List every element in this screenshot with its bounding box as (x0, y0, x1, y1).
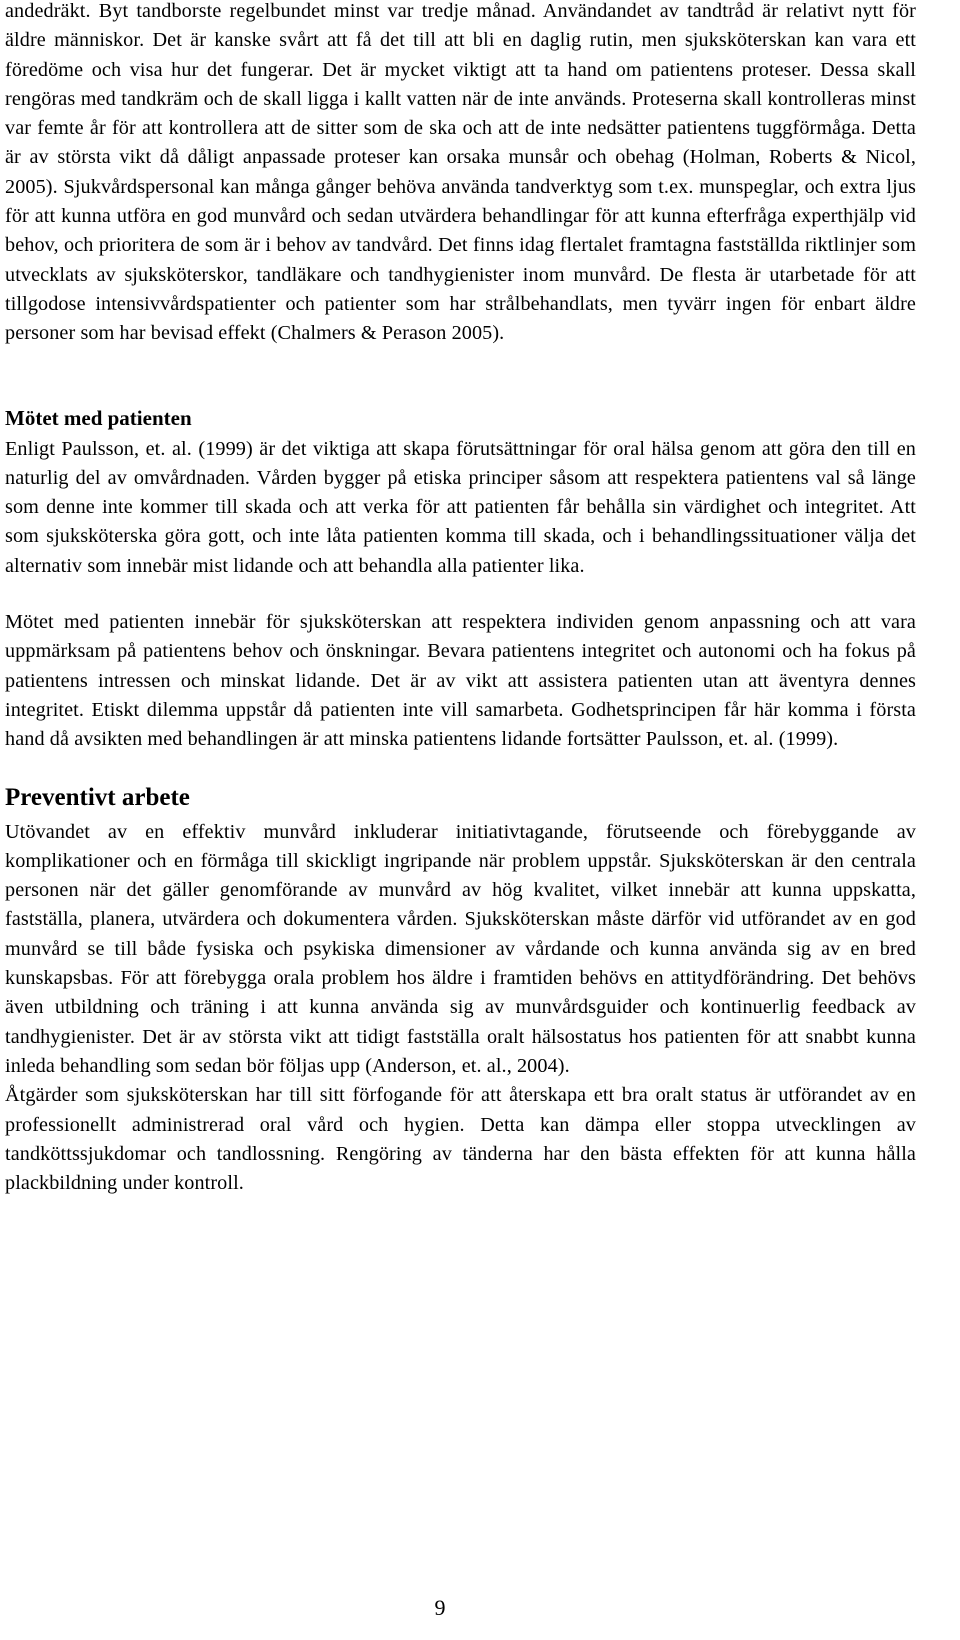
paragraph-munvard: andedräkt. Byt tandborste regelbundet minst var tredje månad. Användandet av tandtråd är relativt nytt för äldre människor. Det är kanske svårt att få det till att bli en daglig rutin, men sjuksköterskan kan vara ett föredöme och visa hur det fungerar. Det är mycket viktigt att ta hand om patientens proteser. Dessa skall rengöras med tandkräm och de skall ligga i kallt vatten när de inte används. Proteserna skall kontrolleras minst var femte år för att kontrollera att de sitter som de ska och att de inte nedsätter patientens tuggförmåga. Detta är av största vikt då dåligt anpassade proteser kan orsaka munsår och obehag (Holman, Roberts & Nicol, 2005). Sjukvårdspersonal kan många gånger behöva använda tandverktyg som t.ex. munspeglar, och extra ljus för att kunna utföra en god munvård och sedan utvärdera behandlingar för att kunna efterfråga experthjälp vid behov, och prioritera de som är i behov av tandvård. Det finns idag flertalet framtagna fastställda riktlinjer som utvecklats av sjuksköterskor, tandläkare och tandhygienister inom munvård. De flesta är utarbetade för att tillgodose intensivvårdspatienter och patienter som har strålbehandlats, men tyvärr ingen för enbart äldre personer som har bevisad effekt (Chalmers & Perason 2005). (5, 0, 916, 345)
paragraph-etiska-principer: Enligt Paulsson, et. al. (1999) är det viktiga att skapa förutsättningar för oral hälsa genom att göra den till en naturlig del av omvårdnaden. Vården bygger på etiska principer såsom att respektera patientens val så länge som denne inte kommer till skada och att verka för att patienten får behålla sin värdighet och integritet. Att som sjuksköterska göra gott, och inte låta patienten komma till skada, och i behandlingssituationer välja det alternativ som innebär mist lidande och att behandla alla patienter lika. (5, 437, 916, 577)
section-heading-motet-med-patienten: Mötet med patienten (5, 405, 192, 430)
paragraph-effektiv-munvard: Utövandet av en effektiv munvård inkluderar initiativtagande, förutseende och förebyggande av komplikationer och en förmåga till skickligt ingripande när problem uppstår. Sjuksköterskan är den centrala personen när det gäller genomförande av munvård av hög kvalitet, vilket innebär att kunna uppskatta, fastställa, planera, utvärdera och dokumentera vården. Sjuksköterskan måste därför vid utförandet av en god munvård se till både fysiska och psykiska dimensioner av vårdande och kunna använda sig av en bred kunskapsbas. För att förebygga orala problem hos äldre i framtiden behövs en attitydförändring. Det behövs även utbildning och träning i att kunna använda sig av munvårdsguider och kontinuerlig feedback av tandhygienister. Det är av största vikt att tidigt fastställa oralt hälsostatus hos patienten för att snabbt kunna inleda behandling som sedan bör följas upp (Anderson, et. al., 2004). (5, 820, 916, 1077)
section-heading-preventivt-arbete: Preventivt arbete (5, 783, 190, 811)
paragraph-atgarder: Åtgärder som sjuksköterskan har till sitt förfogande för att återskapa ett bra oralt status är utförandet av en professionellt administrerad oral vård och hygien. Detta kan dämpa eller stoppa utvecklingen av tandköttssjukdomar och tandlossning. Rengöring av tänderna har den bästa effekten för att kunna hålla plackbildning under kontroll. (5, 1084, 916, 1195)
page-number: 9 (434, 1595, 446, 1620)
paragraph-motet-integritet: Mötet med patienten innebär för sjuksköterskan att respektera individen genom anpassning och att vara uppmärksam på patientens behov och önskningar. Bevara patientens integritet och autonomi och ha fokus på patientens intressen och minskat lidande. Det är av vikt att assistera patienten utan att äventyra dennes integritet. Etiskt dilemma uppstår då patienten inte vill samarbeta. Godhetsprincipen får här komma i första hand då avsikten med behandlingen är att minska patientens lidande fortsätter Paulsson, et. al. (1999). (5, 611, 916, 751)
